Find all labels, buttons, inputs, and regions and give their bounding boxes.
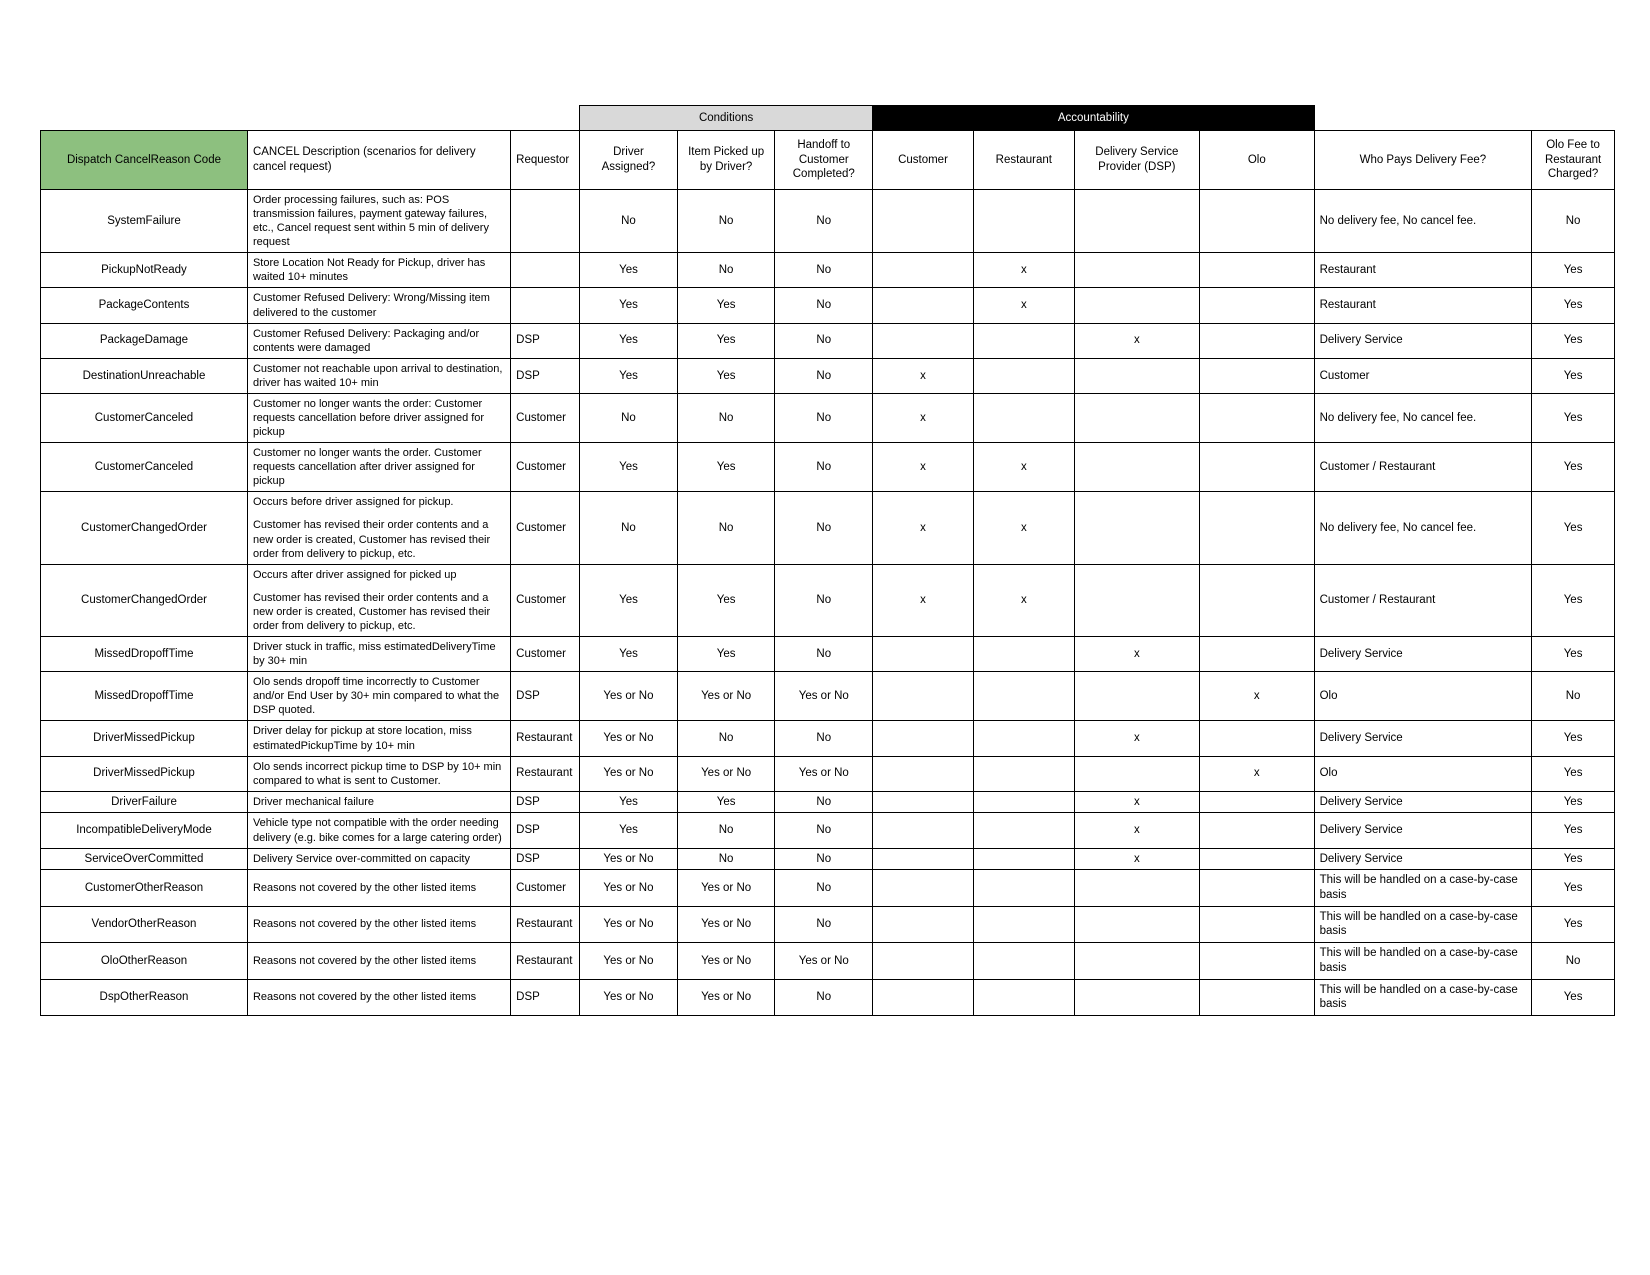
cell-accountability-olo	[1199, 637, 1314, 672]
cell-requestor: DSP	[511, 791, 580, 813]
cell-accountability-dsp	[1074, 253, 1199, 288]
table-row	[41, 848, 1615, 870]
cell-accountability-olo	[1199, 791, 1314, 813]
group-spacer	[1532, 106, 1615, 131]
cell-handoff-completed: No	[775, 253, 873, 288]
header-delivery-service-provider: Delivery Service Provider (DSP)	[1074, 131, 1199, 190]
cell-accountability-restaurant: x	[973, 288, 1074, 323]
cell-olo-fee-charged: Yes	[1532, 637, 1615, 672]
cell-accountability-restaurant	[973, 870, 1074, 906]
cell-item-picked-up: No	[677, 253, 775, 288]
cell-description: Store Location Not Ready for Pickup, driver has waited 10+ minutes	[247, 253, 510, 288]
cell-description: Reasons not covered by the other listed items	[247, 906, 510, 942]
cell-accountability-dsp	[1074, 756, 1199, 791]
cell-handoff-completed: No	[775, 813, 873, 848]
header-who-pays-delivery-fee: Who Pays Delivery Fee?	[1314, 131, 1532, 190]
cell-driver-assigned: Yes	[580, 791, 678, 813]
cell-description: Olo sends dropoff time incorrectly to Customer and/or End User by 30+ min compared to what the DSP quoted.	[247, 672, 510, 721]
cell-who-pays-delivery-fee: Olo	[1314, 756, 1532, 791]
cell-description: Delivery Service over-committed on capacity	[247, 848, 510, 870]
cell-accountability-dsp	[1074, 943, 1199, 979]
cell-accountability-restaurant	[973, 848, 1074, 870]
cell-who-pays-delivery-fee: This will be handled on a case-by-case basis	[1314, 979, 1532, 1015]
cell-handoff-completed: Yes or No	[775, 672, 873, 721]
cell-olo-fee-charged: Yes	[1532, 323, 1615, 358]
table-row	[41, 393, 1615, 442]
cell-accountability-dsp: x	[1074, 637, 1199, 672]
cell-cancelreason-code: MissedDropoffTime	[41, 637, 248, 672]
cell-accountability-dsp	[1074, 979, 1199, 1015]
cell-description: Customer Refused Delivery: Packaging and/or contents were damaged	[247, 323, 510, 358]
table-row	[41, 870, 1615, 906]
cell-item-picked-up: Yes or No	[677, 943, 775, 979]
cell-driver-assigned: Yes or No	[580, 979, 678, 1015]
cell-cancelreason-code: DriverMissedPickup	[41, 756, 248, 791]
group-header-conditions: Conditions	[580, 106, 873, 131]
cell-olo-fee-charged: Yes	[1532, 358, 1615, 393]
cell-handoff-completed: No	[775, 979, 873, 1015]
cell-cancelreason-code: PickupNotReady	[41, 253, 248, 288]
cell-accountability-dsp	[1074, 870, 1199, 906]
table-row	[41, 979, 1615, 1015]
cell-item-picked-up: No	[677, 190, 775, 253]
table-row	[41, 288, 1615, 323]
cancel-reason-matrix-table	[40, 105, 1615, 1016]
cell-accountability-customer	[873, 906, 974, 942]
cell-accountability-olo	[1199, 443, 1314, 492]
table-row	[41, 756, 1615, 791]
cell-driver-assigned: Yes	[580, 358, 678, 393]
cell-accountability-restaurant: x	[973, 564, 1074, 636]
cell-requestor	[511, 253, 580, 288]
cell-item-picked-up: No	[677, 393, 775, 442]
cell-description: Driver mechanical failure	[247, 791, 510, 813]
cell-item-picked-up: Yes or No	[677, 672, 775, 721]
cell-accountability-customer: x	[873, 564, 974, 636]
cell-handoff-completed: No	[775, 288, 873, 323]
cell-who-pays-delivery-fee: Customer / Restaurant	[1314, 564, 1532, 636]
cell-item-picked-up: Yes	[677, 443, 775, 492]
cell-driver-assigned: Yes	[580, 813, 678, 848]
cell-olo-fee-charged: Yes	[1532, 253, 1615, 288]
cell-who-pays-delivery-fee: Olo	[1314, 672, 1532, 721]
cell-who-pays-delivery-fee: No delivery fee, No cancel fee.	[1314, 492, 1532, 564]
cell-olo-fee-charged: Yes	[1532, 979, 1615, 1015]
cell-driver-assigned: Yes	[580, 253, 678, 288]
cell-description: Occurs after driver assigned for picked up Customer has revised their order contents and a new order is created, Customer has revised their order from delivery to pickup, etc.	[247, 564, 510, 636]
cell-handoff-completed: No	[775, 637, 873, 672]
header-olo-fee-charged: Olo Fee to Restaurant Charged?	[1532, 131, 1615, 190]
cell-item-picked-up: Yes or No	[677, 979, 775, 1015]
cell-olo-fee-charged: Yes	[1532, 492, 1615, 564]
table-body	[41, 106, 1615, 1016]
cell-olo-fee-charged: Yes	[1532, 791, 1615, 813]
cell-accountability-restaurant	[973, 358, 1074, 393]
cell-olo-fee-charged: Yes	[1532, 813, 1615, 848]
cell-item-picked-up: No	[677, 813, 775, 848]
cell-handoff-completed: No	[775, 358, 873, 393]
cell-item-picked-up: Yes or No	[677, 756, 775, 791]
cell-accountability-dsp	[1074, 358, 1199, 393]
cell-accountability-olo: x	[1199, 756, 1314, 791]
cell-accountability-dsp	[1074, 672, 1199, 721]
header-cancelreason-code: Dispatch CancelReason Code	[41, 131, 248, 190]
cell-accountability-restaurant	[973, 393, 1074, 442]
cell-driver-assigned: Yes	[580, 443, 678, 492]
cell-cancelreason-code: DriverMissedPickup	[41, 721, 248, 756]
cell-description: Olo sends incorrect pickup time to DSP by 10+ min compared to what is sent to Customer.	[247, 756, 510, 791]
cell-accountability-olo	[1199, 393, 1314, 442]
cell-item-picked-up: Yes or No	[677, 870, 775, 906]
cell-accountability-dsp: x	[1074, 813, 1199, 848]
cell-description: Customer not reachable upon arrival to destination, driver has waited 10+ min	[247, 358, 510, 393]
cell-cancelreason-code: CustomerCanceled	[41, 443, 248, 492]
header-item-picked-up: Item Picked up by Driver?	[677, 131, 775, 190]
cell-cancelreason-code: CustomerCanceled	[41, 393, 248, 442]
group-spacer	[41, 106, 248, 131]
cell-description: Customer no longer wants the order: Customer requests cancellation before driver assigned for pickup	[247, 393, 510, 442]
cell-accountability-customer	[873, 721, 974, 756]
cell-cancelreason-code: IncompatibleDeliveryMode	[41, 813, 248, 848]
cell-handoff-completed: Yes or No	[775, 943, 873, 979]
cell-accountability-restaurant	[973, 721, 1074, 756]
cell-requestor: Customer	[511, 564, 580, 636]
cell-requestor: Customer	[511, 443, 580, 492]
cell-requestor: DSP	[511, 672, 580, 721]
cell-description: Driver delay for pickup at store location, miss estimatedPickupTime by 10+ min	[247, 721, 510, 756]
table-row	[41, 564, 1615, 636]
cell-accountability-dsp: x	[1074, 323, 1199, 358]
cell-accountability-restaurant: x	[973, 492, 1074, 564]
cell-handoff-completed: No	[775, 848, 873, 870]
cell-accountability-restaurant	[973, 190, 1074, 253]
cell-olo-fee-charged: No	[1532, 190, 1615, 253]
cell-who-pays-delivery-fee: Delivery Service	[1314, 791, 1532, 813]
cell-requestor	[511, 288, 580, 323]
cell-accountability-customer	[873, 190, 974, 253]
cell-requestor: Restaurant	[511, 943, 580, 979]
cell-handoff-completed: No	[775, 443, 873, 492]
cell-requestor: DSP	[511, 813, 580, 848]
cell-cancelreason-code: DriverFailure	[41, 791, 248, 813]
cell-description: Vehicle type not compatible with the order needing delivery (e.g. bike comes for a large catering order)	[247, 813, 510, 848]
cell-who-pays-delivery-fee: Delivery Service	[1314, 323, 1532, 358]
header-driver-assigned: Driver Assigned?	[580, 131, 678, 190]
cell-accountability-olo	[1199, 358, 1314, 393]
cell-item-picked-up: No	[677, 848, 775, 870]
cell-olo-fee-charged: Yes	[1532, 443, 1615, 492]
cell-accountability-customer	[873, 288, 974, 323]
table-row	[41, 443, 1615, 492]
cell-cancelreason-code: ServiceOverCommitted	[41, 848, 248, 870]
cell-requestor: Customer	[511, 870, 580, 906]
cell-accountability-dsp	[1074, 443, 1199, 492]
cell-cancelreason-code: CustomerChangedOrder	[41, 564, 248, 636]
cell-requestor: DSP	[511, 979, 580, 1015]
cell-who-pays-delivery-fee: This will be handled on a case-by-case basis	[1314, 943, 1532, 979]
cell-requestor	[511, 190, 580, 253]
cell-accountability-restaurant	[973, 979, 1074, 1015]
cell-who-pays-delivery-fee: Delivery Service	[1314, 721, 1532, 756]
cell-driver-assigned: Yes	[580, 323, 678, 358]
cell-driver-assigned: No	[580, 492, 678, 564]
header-customer: Customer	[873, 131, 974, 190]
cell-item-picked-up: No	[677, 492, 775, 564]
cell-handoff-completed: No	[775, 870, 873, 906]
table-row	[41, 190, 1615, 253]
cell-accountability-olo	[1199, 721, 1314, 756]
cell-accountability-customer	[873, 848, 974, 870]
cell-accountability-customer	[873, 672, 974, 721]
table-row	[41, 253, 1615, 288]
group-header-accountability: Accountability	[873, 106, 1315, 131]
cell-who-pays-delivery-fee: Restaurant	[1314, 253, 1532, 288]
header-restaurant: Restaurant	[973, 131, 1074, 190]
cell-olo-fee-charged: Yes	[1532, 721, 1615, 756]
cell-olo-fee-charged: Yes	[1532, 288, 1615, 323]
cell-who-pays-delivery-fee: This will be handled on a case-by-case basis	[1314, 870, 1532, 906]
cell-cancelreason-code: OloOtherReason	[41, 943, 248, 979]
table-row	[41, 721, 1615, 756]
cell-accountability-dsp: x	[1074, 721, 1199, 756]
cell-handoff-completed: No	[775, 393, 873, 442]
cell-item-picked-up: No	[677, 721, 775, 756]
cell-driver-assigned: Yes or No	[580, 906, 678, 942]
cell-description: Customer Refused Delivery: Wrong/Missing item delivered to the customer	[247, 288, 510, 323]
table-row	[41, 637, 1615, 672]
table-row	[41, 791, 1615, 813]
column-header-row	[41, 131, 1615, 190]
group-spacer	[1314, 106, 1532, 131]
cell-driver-assigned: No	[580, 393, 678, 442]
cell-accountability-customer	[873, 813, 974, 848]
cell-who-pays-delivery-fee: Delivery Service	[1314, 848, 1532, 870]
cell-accountability-restaurant	[973, 813, 1074, 848]
cell-olo-fee-charged: Yes	[1532, 906, 1615, 942]
cell-accountability-olo	[1199, 323, 1314, 358]
cell-olo-fee-charged: Yes	[1532, 564, 1615, 636]
table-row	[41, 358, 1615, 393]
cell-accountability-restaurant: x	[973, 443, 1074, 492]
cell-olo-fee-charged: Yes	[1532, 393, 1615, 442]
cell-accountability-customer	[873, 870, 974, 906]
cell-accountability-dsp	[1074, 564, 1199, 636]
cell-driver-assigned: Yes or No	[580, 672, 678, 721]
cell-requestor: DSP	[511, 358, 580, 393]
cell-accountability-olo	[1199, 979, 1314, 1015]
cell-accountability-olo	[1199, 190, 1314, 253]
cell-accountability-customer: x	[873, 393, 974, 442]
cell-accountability-customer	[873, 791, 974, 813]
group-spacer	[511, 106, 580, 131]
cell-requestor: Restaurant	[511, 906, 580, 942]
header-requestor: Requestor	[511, 131, 580, 190]
cell-olo-fee-charged: No	[1532, 943, 1615, 979]
cell-driver-assigned: Yes or No	[580, 756, 678, 791]
cell-accountability-customer	[873, 253, 974, 288]
cell-item-picked-up: Yes or No	[677, 906, 775, 942]
cell-driver-assigned: Yes or No	[580, 943, 678, 979]
cell-driver-assigned: Yes or No	[580, 721, 678, 756]
cell-accountability-dsp	[1074, 906, 1199, 942]
cell-item-picked-up: Yes	[677, 637, 775, 672]
cell-accountability-dsp	[1074, 492, 1199, 564]
group-header-row	[41, 106, 1615, 131]
cell-accountability-restaurant	[973, 637, 1074, 672]
cell-accountability-olo	[1199, 492, 1314, 564]
cell-accountability-restaurant: x	[973, 253, 1074, 288]
cell-accountability-olo	[1199, 813, 1314, 848]
cell-accountability-dsp	[1074, 190, 1199, 253]
cell-accountability-customer	[873, 637, 974, 672]
cell-accountability-olo: x	[1199, 672, 1314, 721]
cell-cancelreason-code: PackageContents	[41, 288, 248, 323]
cell-olo-fee-charged: Yes	[1532, 848, 1615, 870]
cell-accountability-customer	[873, 756, 974, 791]
cell-accountability-dsp: x	[1074, 791, 1199, 813]
cell-description: Customer no longer wants the order. Customer requests cancellation after driver assigned for pickup	[247, 443, 510, 492]
cell-accountability-customer	[873, 323, 974, 358]
cell-handoff-completed: No	[775, 906, 873, 942]
cell-requestor: Restaurant	[511, 721, 580, 756]
cell-driver-assigned: Yes or No	[580, 848, 678, 870]
cell-item-picked-up: Yes	[677, 323, 775, 358]
cell-cancelreason-code: DspOtherReason	[41, 979, 248, 1015]
cell-driver-assigned: No	[580, 190, 678, 253]
cell-accountability-olo	[1199, 288, 1314, 323]
cell-cancelreason-code: CustomerOtherReason	[41, 870, 248, 906]
cell-accountability-restaurant	[973, 323, 1074, 358]
cell-accountability-customer	[873, 979, 974, 1015]
cell-accountability-restaurant	[973, 672, 1074, 721]
cell-description: Reasons not covered by the other listed items	[247, 870, 510, 906]
cell-accountability-customer: x	[873, 443, 974, 492]
table-row	[41, 943, 1615, 979]
cell-accountability-dsp	[1074, 288, 1199, 323]
cell-who-pays-delivery-fee: Restaurant	[1314, 288, 1532, 323]
header-handoff-completed: Handoff to Customer Completed?	[775, 131, 873, 190]
cell-description: Occurs before driver assigned for pickup. Customer has revised their order contents and a new order is created, Customer has revised their order from delivery to pickup, etc.	[247, 492, 510, 564]
header-olo: Olo	[1199, 131, 1314, 190]
cell-handoff-completed: Yes or No	[775, 756, 873, 791]
cell-description: Reasons not covered by the other listed items	[247, 943, 510, 979]
cell-handoff-completed: No	[775, 323, 873, 358]
cell-accountability-customer: x	[873, 358, 974, 393]
cell-accountability-olo	[1199, 253, 1314, 288]
cell-accountability-restaurant	[973, 943, 1074, 979]
header-description: CANCEL Description (scenarios for delivery cancel request)	[247, 131, 510, 190]
cell-accountability-olo	[1199, 848, 1314, 870]
cell-handoff-completed: No	[775, 721, 873, 756]
cell-accountability-restaurant	[973, 791, 1074, 813]
table-row	[41, 813, 1615, 848]
cell-requestor: DSP	[511, 848, 580, 870]
cell-cancelreason-code: CustomerChangedOrder	[41, 492, 248, 564]
cell-requestor: Customer	[511, 393, 580, 442]
cell-driver-assigned: Yes	[580, 637, 678, 672]
cell-cancelreason-code: MissedDropoffTime	[41, 672, 248, 721]
cell-requestor: Restaurant	[511, 756, 580, 791]
cell-item-picked-up: Yes	[677, 564, 775, 636]
cell-item-picked-up: Yes	[677, 791, 775, 813]
cell-accountability-olo	[1199, 943, 1314, 979]
cell-handoff-completed: No	[775, 791, 873, 813]
cell-olo-fee-charged: Yes	[1532, 756, 1615, 791]
cell-description: Driver stuck in traffic, miss estimatedDeliveryTime by 30+ min	[247, 637, 510, 672]
cell-cancelreason-code: VendorOtherReason	[41, 906, 248, 942]
cell-accountability-customer	[873, 943, 974, 979]
cell-handoff-completed: No	[775, 190, 873, 253]
cell-accountability-dsp: x	[1074, 848, 1199, 870]
table-row	[41, 323, 1615, 358]
cell-who-pays-delivery-fee: No delivery fee, No cancel fee.	[1314, 393, 1532, 442]
cell-accountability-customer: x	[873, 492, 974, 564]
cell-requestor: Customer	[511, 637, 580, 672]
cell-item-picked-up: Yes	[677, 358, 775, 393]
cell-olo-fee-charged: No	[1532, 672, 1615, 721]
cell-who-pays-delivery-fee: Customer	[1314, 358, 1532, 393]
cell-olo-fee-charged: Yes	[1532, 870, 1615, 906]
group-spacer	[247, 106, 510, 131]
cell-driver-assigned: Yes or No	[580, 870, 678, 906]
cell-who-pays-delivery-fee: This will be handled on a case-by-case basis	[1314, 906, 1532, 942]
cell-driver-assigned: Yes	[580, 564, 678, 636]
cell-requestor: Customer	[511, 492, 580, 564]
cell-who-pays-delivery-fee: Delivery Service	[1314, 637, 1532, 672]
table-row	[41, 672, 1615, 721]
cell-who-pays-delivery-fee: Delivery Service	[1314, 813, 1532, 848]
cell-handoff-completed: No	[775, 492, 873, 564]
cell-accountability-restaurant	[973, 756, 1074, 791]
cell-cancelreason-code: DestinationUnreachable	[41, 358, 248, 393]
cell-accountability-olo	[1199, 870, 1314, 906]
cell-accountability-restaurant	[973, 906, 1074, 942]
cell-handoff-completed: No	[775, 564, 873, 636]
cell-requestor: DSP	[511, 323, 580, 358]
cell-description: Reasons not covered by the other listed items	[247, 979, 510, 1015]
cell-who-pays-delivery-fee: No delivery fee, No cancel fee.	[1314, 190, 1532, 253]
cell-who-pays-delivery-fee: Customer / Restaurant	[1314, 443, 1532, 492]
cell-driver-assigned: Yes	[580, 288, 678, 323]
cell-accountability-dsp	[1074, 393, 1199, 442]
table-row	[41, 906, 1615, 942]
cell-accountability-olo	[1199, 564, 1314, 636]
cell-cancelreason-code: PackageDamage	[41, 323, 248, 358]
cell-description: Order processing failures, such as: POS transmission failures, payment gateway failures, etc., Cancel request sent within 5 min of delivery request	[247, 190, 510, 253]
cell-accountability-olo	[1199, 906, 1314, 942]
cell-cancelreason-code: SystemFailure	[41, 190, 248, 253]
cell-item-picked-up: Yes	[677, 288, 775, 323]
table-row	[41, 492, 1615, 564]
